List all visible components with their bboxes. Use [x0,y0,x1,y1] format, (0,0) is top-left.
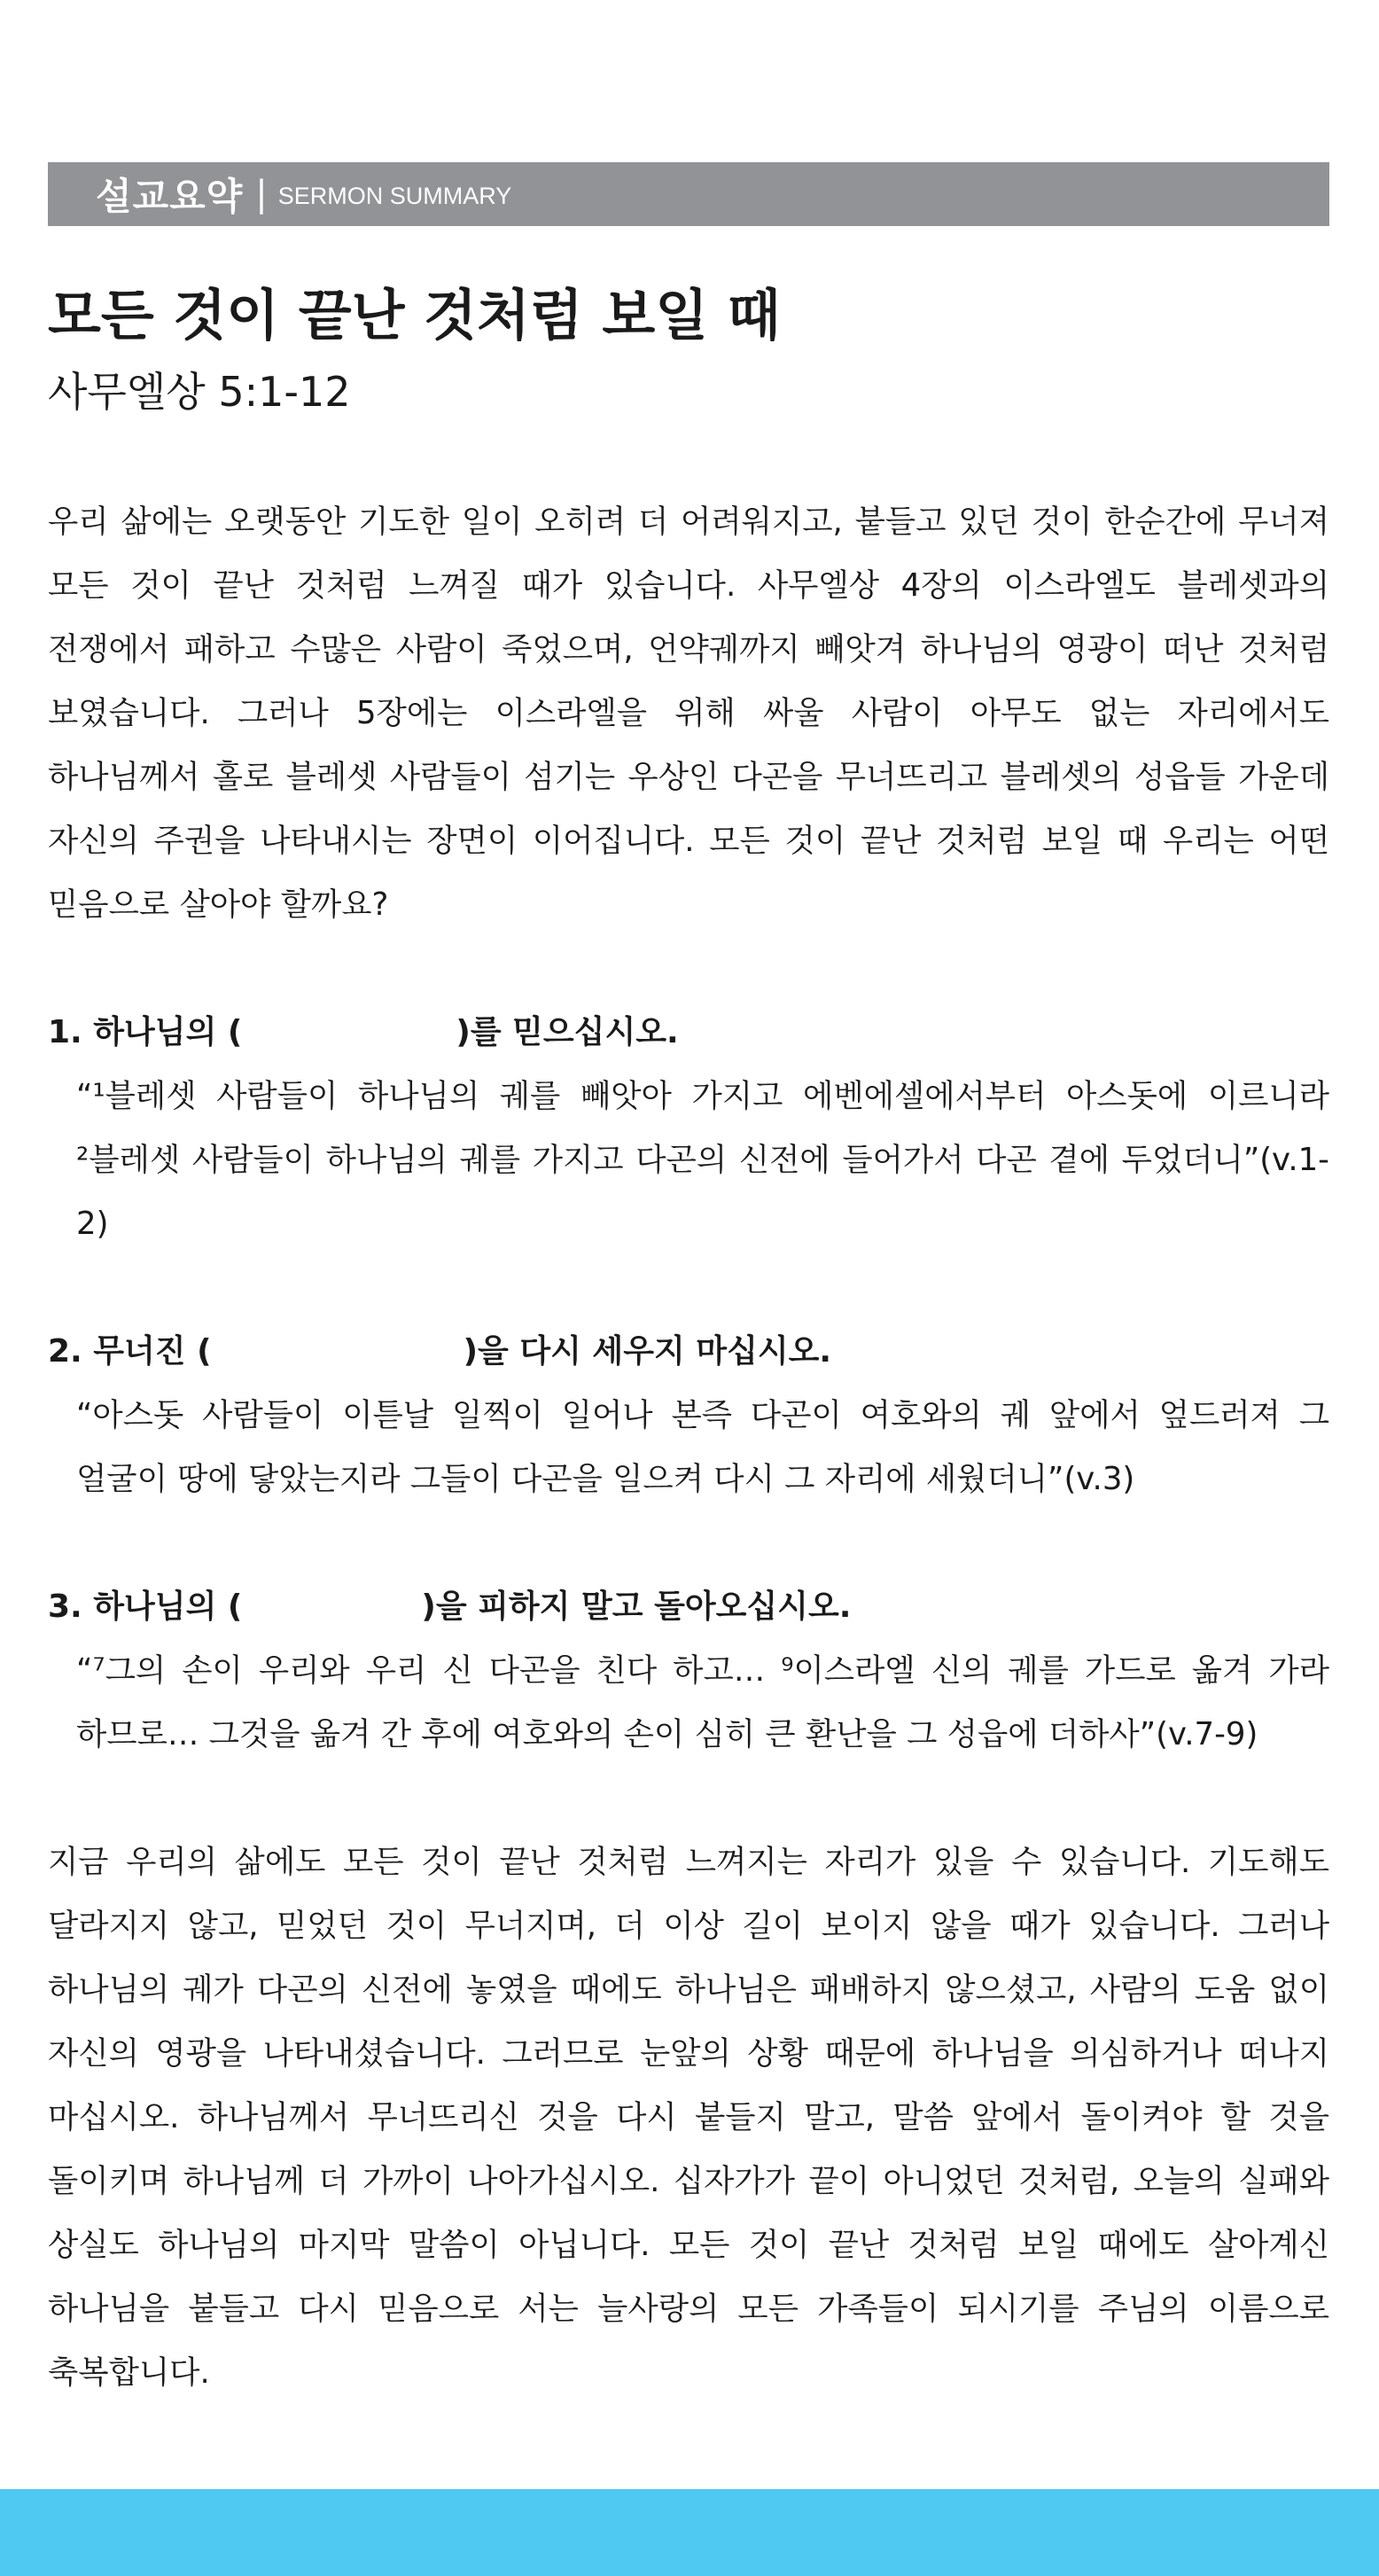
point-heading [48,1320,1329,1384]
sermon-body [48,490,1329,2405]
point-heading [48,1575,1329,1639]
scripture-reference: 사무엘상 5:1-12 [48,368,351,416]
footer-color-band [0,2489,1379,2576]
point-heading-suffix: )를 믿으십시오. [456,1014,679,1050]
scripture-quote: “¹블레셋 사람들이 하나님의 궤를 빼앗아 가지고 에벤에셀에서부터 아스돗에 이르니라 ²블레셋 사람들이 하나님의 궤를 가지고 다곤의 신전에 들어가서 다곤 곁에 두었더니”(v.1-2) [76,1078,1329,1242]
section-header-bar [48,162,1329,226]
point-heading [48,1001,1329,1065]
scripture-quote: “아스돗 사람들이 이튿날 일찍이 일어나 본즉 다곤이 여호와의 궤 앞에서 엎드러져 그 얼굴이 땅에 닿았는지라 그들이 다곤을 일으켜 다시 그 자리에 세웠더니”(v.3) [76,1397,1329,1497]
sermon-title: 모든 것이 끝난 것처럼 보일 때 [48,283,781,347]
point-heading-prefix: 1. 하나님의 ( [48,1014,243,1050]
sermon-point-1 [48,1001,1329,1256]
point-heading-prefix: 3. 하나님의 ( [48,1589,243,1625]
point-heading-suffix: )을 다시 세우지 마십시오. [463,1333,832,1370]
sermon-point-2 [48,1320,1329,1511]
intro-paragraph: 우리 삶에는 오랫동안 기도한 일이 오히려 더 어려워지고, 붙들고 있던 것이 한순간에 무너져 모든 것이 끝난 것처럼 느껴질 때가 있습니다. 사무엘상 4장의 이스라엘도 블레셋과의 전쟁에서 패하고 수많은 사람이 죽었으며, 언약궤까지 빼앗겨 하나님의 영광이 떠난 것처럼 보였습니다. 그러나 5장에는 이스라엘을 위해 싸울 사람이 아무도 없는 자리에서도 하나님께서 홀로 블레셋 사람들이 섬기는 우상인 다곤을 무너뜨리고 블레셋의 성읍들 가운데 자신의 주권을 나타내시는 장면이 이어집니다. 모든 것이 끝난 것처럼 보일 때 우리는 어떤 믿음으로 살아야 할까요? [48,503,1329,923]
section-title-korean: 설교요약 [96,175,244,218]
point-heading-suffix: )을 피하지 말고 돌아오십시오. [421,1589,852,1625]
closing-paragraph: 지금 우리의 삶에도 모든 것이 끝난 것처럼 느껴지는 자리가 있을 수 있습니다. 기도해도 달라지지 않고, 믿었던 것이 무너지며, 더 이상 길이 보이지 않을 때가 있습니다. 그러나 하나님의 궤가 다곤의 신전에 놓였을 때에도 하나님은 패배하지 않으셨고, 사람의 도움 없이 자신의 영광을 나타내셨습니다. 그러므로 눈앞의 상황 때문에 하나님을 의심하거나 떠나지 마십시오. 하나님께서 무너뜨리신 것을 다시 붙들지 말고, 말씀 앞에서 돌이켜야 할 것을 돌이키며 하나님께 더 가까이 나아가십시오. 십자가가 끝이 아니었던 것처럼, 오늘의 실패와 상실도 하나님의 마지막 말씀이 아닙니다. 모든 것이 끝난 것처럼 보일 때에도 살아계신 하나님을 붙들고 다시 믿음으로 서는 늘사랑의 모든 가족들이 되시기를 주님의 이름으로 축복합니다. [48,1844,1329,2391]
section-title-english: SERMON SUMMARY [277,182,512,209]
scripture-quote: “⁷그의 손이 우리와 우리 신 다곤을 친다 하고… ⁹이스라엘 신의 궤를 가드로 옮겨 가라 하므로… 그것을 옮겨 간 후에 여호와의 손이 심히 큰 환난을 그 성읍에 더하사”(v.7-9) [76,1652,1329,1752]
point-heading-prefix: 2. 무너진 ( [48,1333,212,1370]
section-title-separator: | [255,174,268,215]
sermon-point-3 [48,1575,1329,1767]
